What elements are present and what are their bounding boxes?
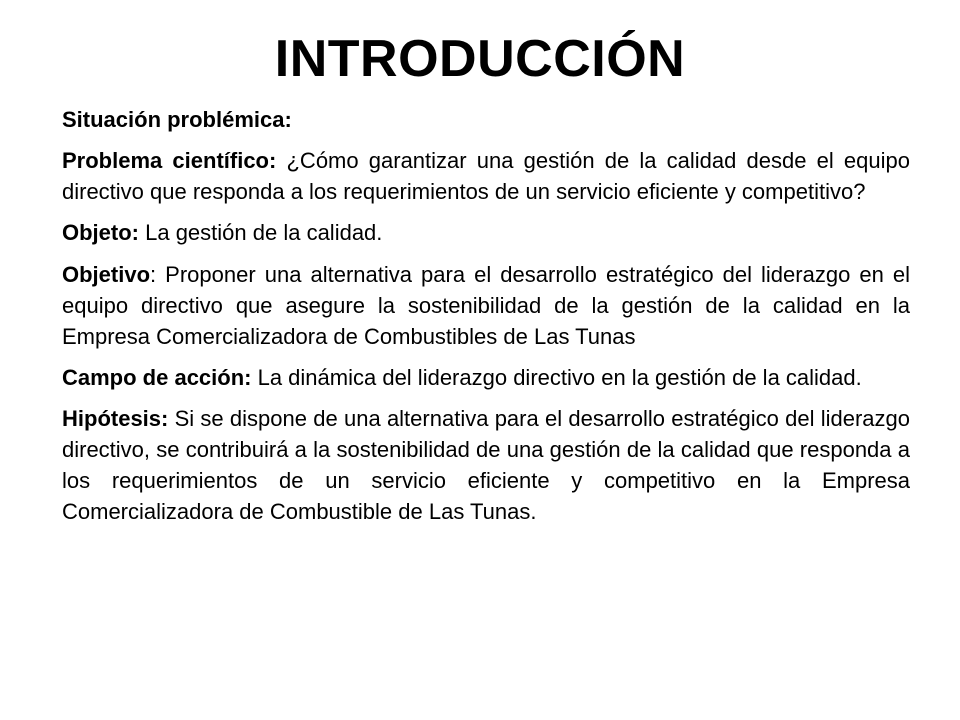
paragraph-campo — [62, 362, 910, 393]
slide-title: INTRODUCCIÓN — [274, 30, 686, 88]
paragraph-objeto — [62, 217, 910, 248]
objetivo-label: Objetivo — [62, 262, 151, 287]
paragraph-problema — [62, 145, 910, 207]
paragraph-objetivo — [62, 259, 910, 352]
problema-label: Problema científico: — [62, 148, 277, 173]
situacion-label: Situación problémica: — [62, 107, 292, 132]
objeto-text: La gestión de la calidad. — [139, 220, 383, 245]
campo-text: La dinámica del liderazgo directivo en la gestión de la calidad. — [251, 365, 862, 390]
hipotesis-text: Si se dispone de una alternativa para el desarrollo estratégico del liderazgo directivo, se contribuirá a la sostenibilidad de una gestión de la calidad que responda a los requerimientos de un servicio eficiente y competitivo en la Empresa Comercializadora de Combustible de Las Tunas. — [62, 406, 910, 524]
hipotesis-label: Hipótesis: — [62, 406, 169, 431]
campo-label: Campo de acción: — [62, 365, 252, 390]
slide-content — [62, 104, 910, 537]
paragraph-hipotesis — [62, 403, 910, 527]
objeto-label: Objeto: — [62, 220, 139, 245]
objetivo-text: : Proponer una alternativa para el desarrollo estratégico del liderazgo en el equipo directivo que asegure la sostenibilidad de la gestión de la calidad en la Empresa Comercializadora de Combustibles de Las Tunas — [62, 262, 910, 349]
paragraph-situacion — [62, 104, 910, 135]
problema-text: ¿Cómo garantizar una gestión de la calidad desde el equipo directivo que responda a los requerimientos de un servicio eficiente y competitivo? — [62, 148, 910, 204]
